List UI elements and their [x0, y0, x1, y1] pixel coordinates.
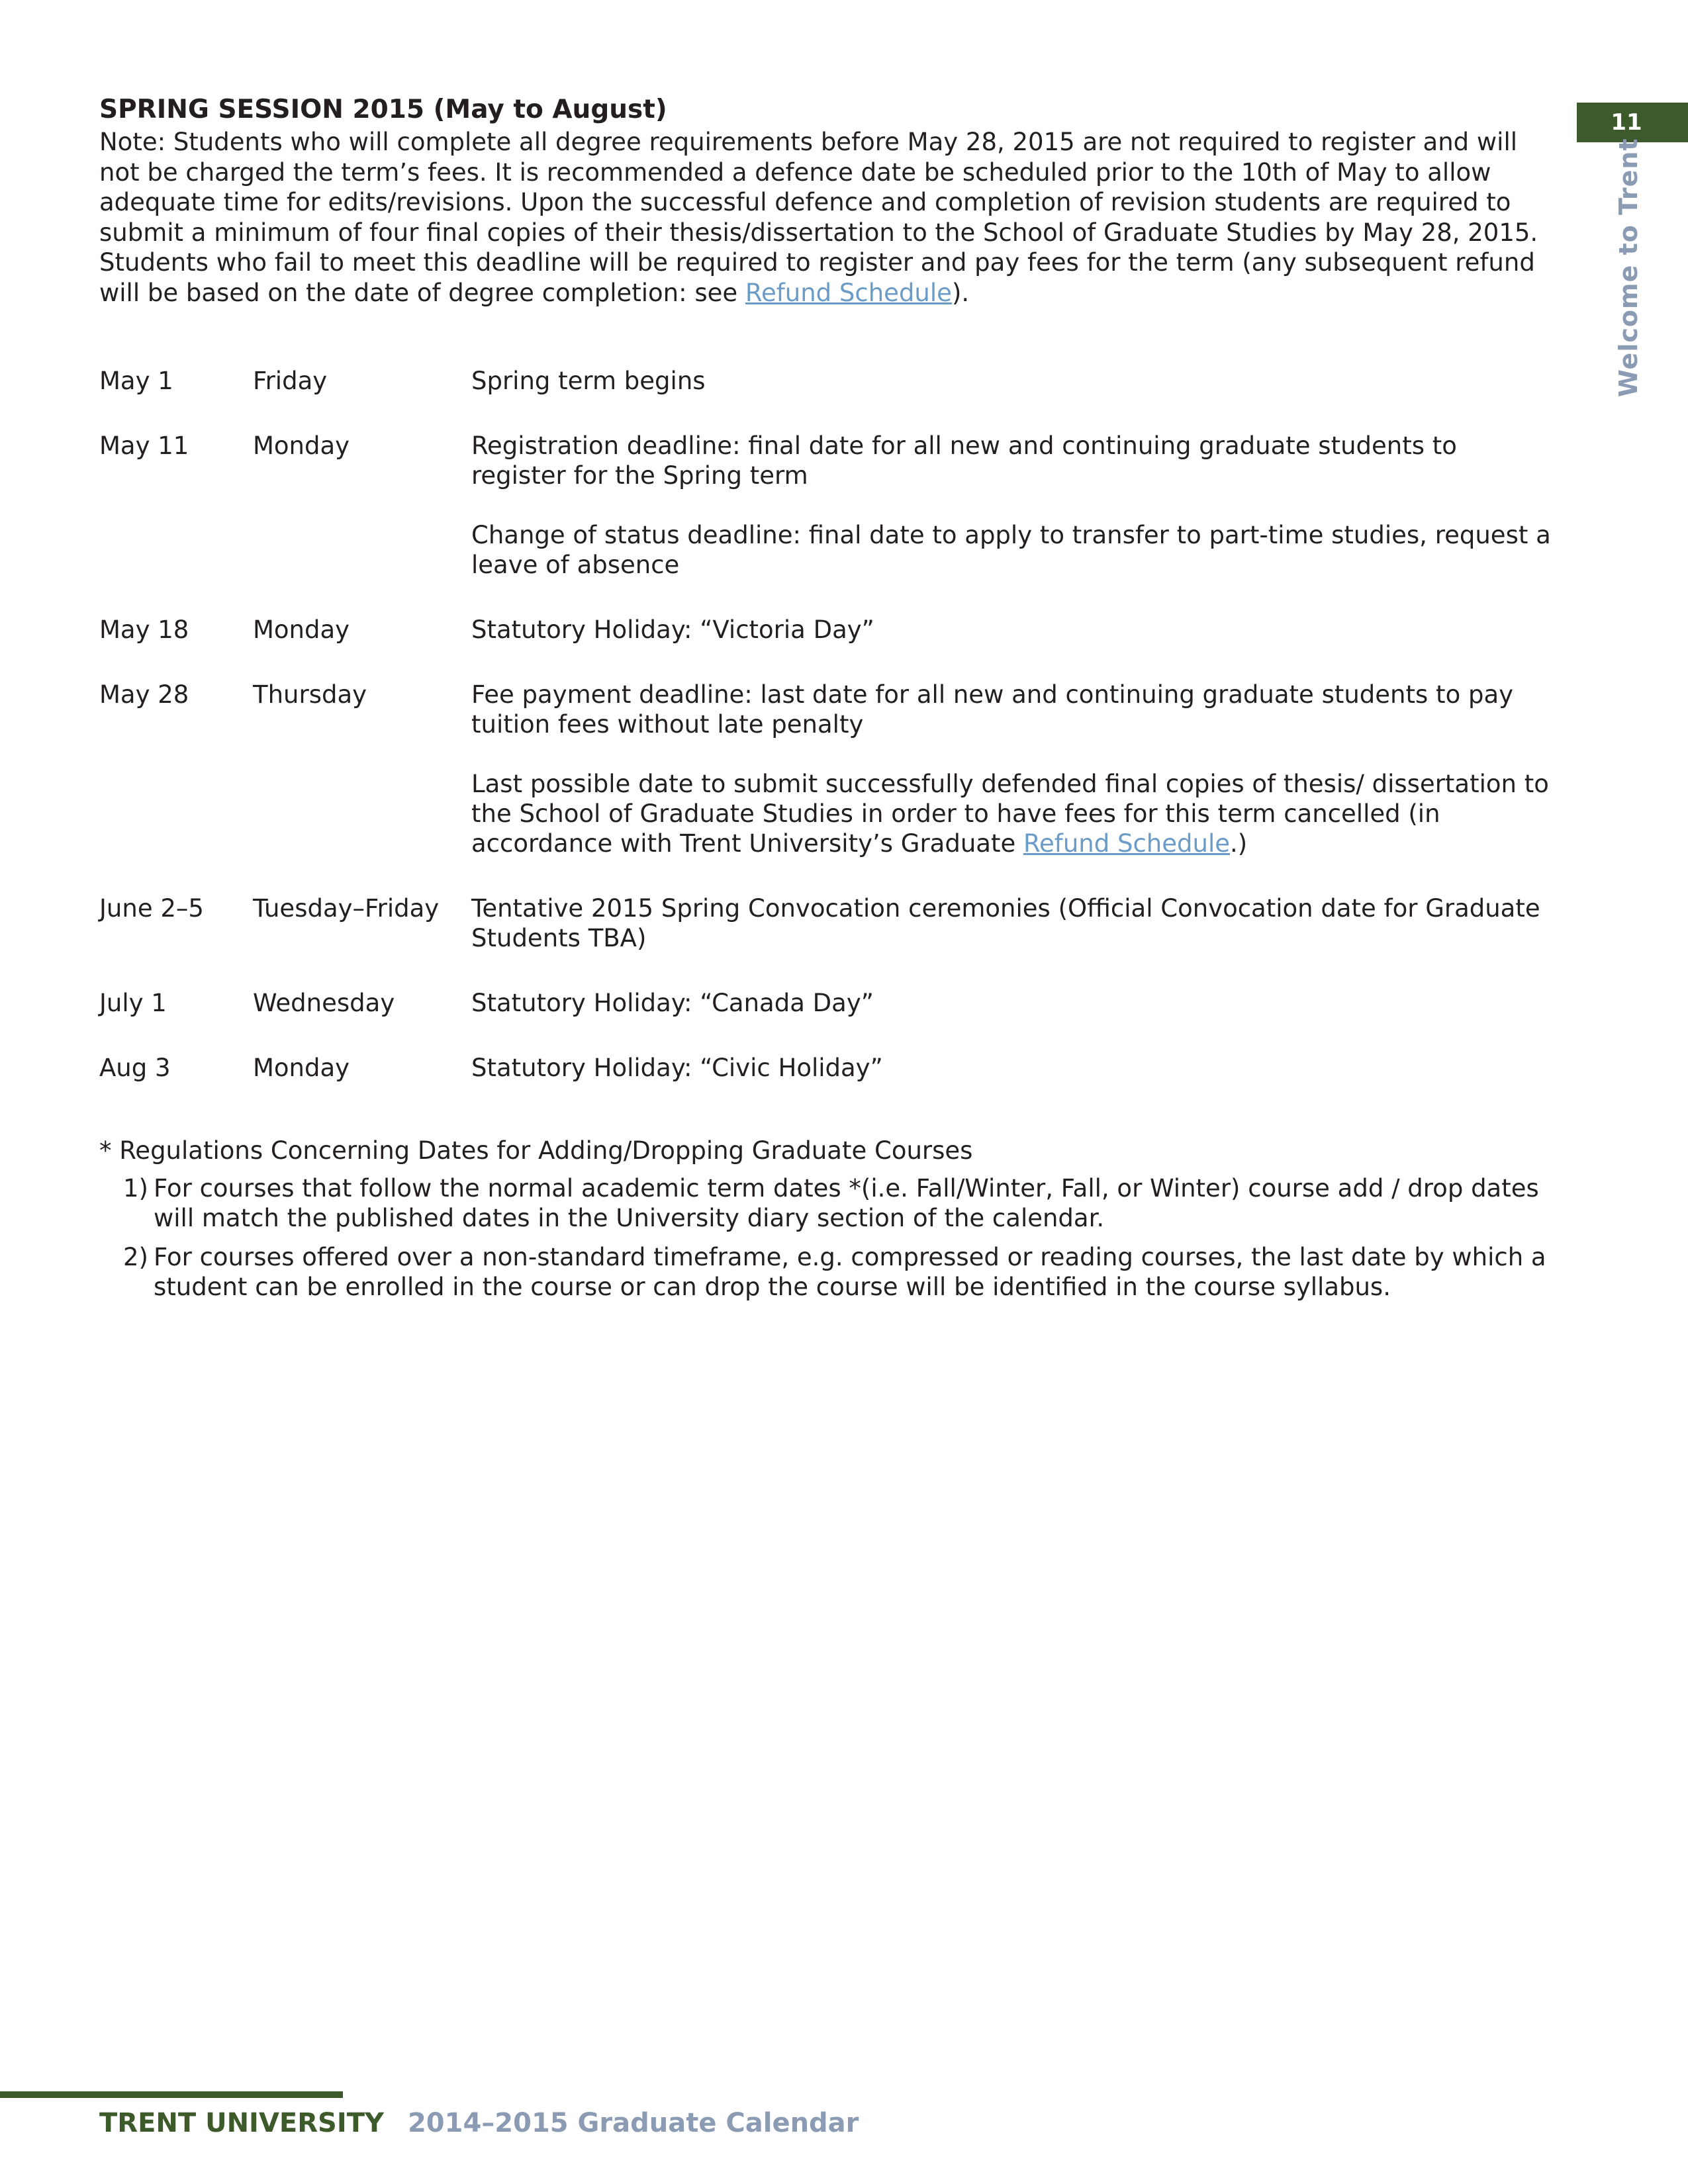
row-day: Monday: [253, 1054, 350, 1082]
description-text-end: .): [1230, 829, 1248, 858]
row-day: Thursday: [253, 680, 367, 709]
row-date: Aug 3: [99, 1054, 171, 1082]
list-item-number: 1): [123, 1174, 148, 1203]
description-text: Registration deadline: final date for all new and continuing graduate students to register for the Spring term: [471, 432, 1457, 490]
session-heading: SPRING SESSION 2015 (May to August): [99, 95, 667, 124]
row-day: Tuesday–Friday: [253, 894, 440, 923]
row-description: [471, 893, 1556, 988]
regulations-list: [99, 1173, 1556, 1302]
description-text-part: Last possible date to submit successfully defended final copies of thesis/ dissertation to the School of Graduate Studies in order to have fees for this term cancelled (in accordance with Trent University’s Graduate: [471, 770, 1549, 858]
row-date: May 11: [99, 432, 189, 460]
page-number-tab: [1577, 103, 1688, 142]
description-text: Statutory Holiday: “Canada Day”: [471, 989, 874, 1017]
description-text: Spring term begins: [471, 367, 706, 395]
table-row: [99, 1053, 1556, 1118]
table-row: [99, 988, 1556, 1053]
row-date: May 1: [99, 367, 173, 395]
row-day: Monday: [253, 432, 350, 460]
section-side-label: Welcome to Trent: [1614, 138, 1643, 397]
page-content: [99, 93, 1556, 1311]
refund-schedule-link[interactable]: Refund Schedule: [745, 278, 952, 307]
description-text: Statutory Holiday: “Victoria Day”: [471, 615, 874, 644]
table-row: [99, 615, 1556, 680]
table-row: [99, 366, 1556, 431]
row-description: [471, 1053, 1556, 1118]
list-item: [99, 1242, 1556, 1302]
description-text: [471, 769, 1556, 858]
row-description: [471, 431, 1556, 615]
note-text: Note: Students who will complete all degree requirements before May 28, 2015 are not required to register and will not be charged the term’s fees. It is recommended a defence date be scheduled prior to the 10th of May to allow adequate time for edits/revisions. Upon the successful defence and completion of revision students are required to submit a minimum of four final copies of their thesis/dissertation to the School of Graduate Studies by May 28, 2015. Students who fail to meet this deadline will be required to register and pay fees for the term (any subsequent refund will be based on the date of degree completion: see: [99, 128, 1538, 307]
list-item-text: For courses offered over a non-standard timeframe, e.g. compressed or reading courses, the last date by which a student can be enrolled in the course or can drop the course will be identified in the course syllabus.: [154, 1243, 1546, 1301]
table-row: [99, 893, 1556, 988]
page-number: 11: [1611, 109, 1642, 136]
list-item-number: 2): [123, 1243, 148, 1271]
description-text: Fee payment deadline: last date for all new and continuing graduate students to pay tuition fees without late penalty: [471, 680, 1514, 739]
refund-schedule-link[interactable]: Refund Schedule: [1023, 829, 1230, 858]
row-date: May 28: [99, 680, 189, 709]
row-day: Friday: [253, 367, 328, 395]
session-note: [99, 127, 1556, 308]
regulations-title: * Regulations Concerning Dates for Adding/Dropping Graduate Courses: [99, 1136, 973, 1165]
schedule-table: [99, 366, 1556, 1118]
row-day: Monday: [253, 615, 350, 644]
table-row: [99, 680, 1556, 893]
row-date: May 18: [99, 615, 189, 644]
footer: [99, 2108, 859, 2138]
footer-university: TRENT UNIVERSITY: [99, 2108, 384, 2138]
row-description: [471, 366, 1556, 431]
regulations-section: [99, 1136, 1556, 1302]
row-date: June 2–5: [99, 894, 204, 923]
row-description: [471, 615, 1556, 680]
footer-calendar: 2014–2015 Graduate Calendar: [407, 2108, 859, 2138]
table-row: [99, 431, 1556, 615]
row-day: Wednesday: [253, 989, 395, 1017]
note-end: ).: [951, 278, 970, 307]
row-date: July 1: [99, 989, 167, 1017]
row-description: [471, 988, 1556, 1053]
list-item-text: For courses that follow the normal academic term dates *(i.e. Fall/Winter, Fall, or Winter) course add / drop dates will match the published dates in the University diary section of the calendar.: [154, 1174, 1539, 1232]
footer-rule: [0, 2091, 343, 2098]
description-text: Tentative 2015 Spring Convocation ceremonies (Official Convocation date for Graduate Students TBA): [471, 894, 1540, 952]
row-description: [471, 680, 1556, 893]
description-text: Change of status deadline: final date to apply to transfer to part-time studies, request a leave of absence: [471, 521, 1551, 579]
list-item: [99, 1173, 1556, 1233]
description-text: Statutory Holiday: “Civic Holiday”: [471, 1054, 883, 1082]
